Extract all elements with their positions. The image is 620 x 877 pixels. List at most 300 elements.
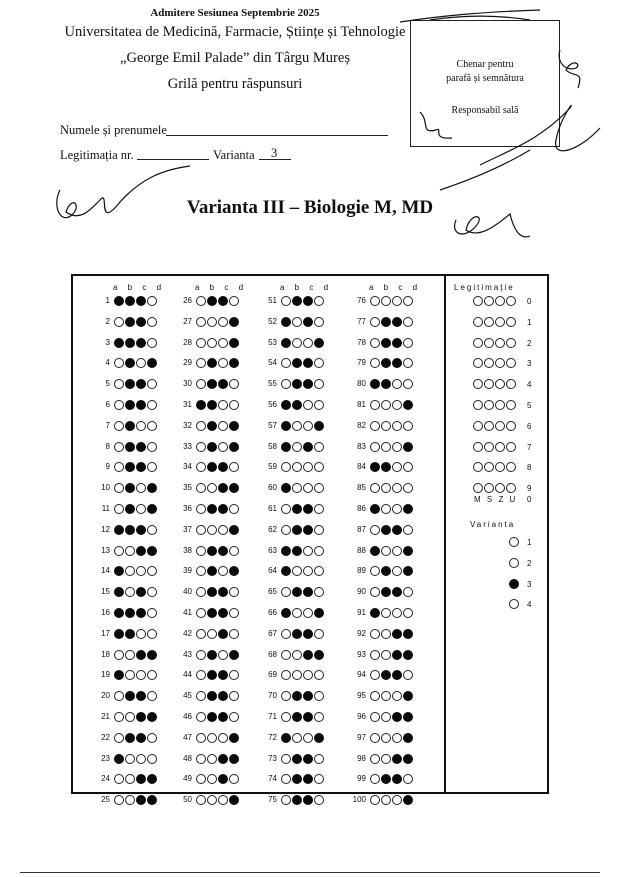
answer-bubble-18-a[interactable] — [114, 650, 124, 660]
answer-bubble-11-a[interactable] — [114, 504, 124, 514]
answer-bubble-52-c[interactable] — [303, 317, 313, 327]
answer-bubble-46-d[interactable] — [229, 712, 239, 722]
answer-bubble-27-b[interactable] — [207, 317, 217, 327]
answer-bubble-66-c[interactable] — [303, 608, 313, 618]
answer-bubble-63-b[interactable] — [292, 546, 302, 556]
answer-bubble-83-d[interactable] — [403, 442, 413, 452]
answer-bubble-87-b[interactable] — [381, 525, 391, 535]
answer-bubble-33-b[interactable] — [207, 442, 217, 452]
answer-bubble-61-a[interactable] — [281, 504, 291, 514]
answer-bubble-56-a[interactable] — [281, 400, 291, 410]
answer-bubble-1-c[interactable] — [136, 296, 146, 306]
question-number: 79 — [357, 358, 366, 368]
answer-bubble-47-d[interactable] — [229, 733, 239, 743]
answer-bubble-32-a[interactable] — [196, 421, 206, 431]
answer-bubble-37-d[interactable] — [229, 525, 239, 535]
answer-bubble-48-d[interactable] — [229, 754, 239, 764]
answer-bubble-78-c[interactable] — [392, 338, 402, 348]
answer-bubble-42-b[interactable] — [207, 629, 217, 639]
answer-bubble-41-c[interactable] — [218, 608, 228, 618]
answer-bubble-76-a[interactable] — [370, 296, 380, 306]
legitimatie-bubble[interactable] — [506, 296, 516, 306]
answer-bubble-82-d[interactable] — [403, 421, 413, 431]
answer-bubble-28-b[interactable] — [207, 338, 217, 348]
answer-bubble-21-b[interactable] — [125, 712, 135, 722]
answer-bubble-41-d[interactable] — [229, 608, 239, 618]
answer-bubble-71-d[interactable] — [314, 712, 324, 722]
answer-bubble-56-b[interactable] — [292, 400, 302, 410]
variant-value: 3 — [271, 146, 278, 160]
answer-bubble-78-d[interactable] — [403, 338, 413, 348]
answer-bubble-66-a[interactable] — [281, 608, 291, 618]
answer-bubble-2-b[interactable] — [125, 317, 135, 327]
answer-bubble-11-b[interactable] — [125, 504, 135, 514]
legitimatie-bubble[interactable] — [506, 338, 516, 348]
answer-bubble-43-c[interactable] — [218, 650, 228, 660]
answer-bubble-13-c[interactable] — [136, 546, 146, 556]
answer-bubble-46-c[interactable] — [218, 712, 228, 722]
answer-bubble-12-a[interactable] — [114, 525, 124, 535]
answer-bubble-87-d[interactable] — [403, 525, 413, 535]
answer-bubble-3-c[interactable] — [136, 338, 146, 348]
answer-bubble-47-c[interactable] — [218, 733, 228, 743]
answer-bubble-37-a[interactable] — [196, 525, 206, 535]
answer-bubble-73-c[interactable] — [303, 754, 313, 764]
answer-bubble-11-c[interactable] — [136, 504, 146, 514]
answer-bubble-42-d[interactable] — [229, 629, 239, 639]
answer-bubble-43-a[interactable] — [196, 650, 206, 660]
answer-bubble-28-d[interactable] — [229, 338, 239, 348]
answer-bubble-71-a[interactable] — [281, 712, 291, 722]
varianta-bubble-3[interactable] — [509, 579, 519, 589]
answer-bubble-98-b[interactable] — [381, 754, 391, 764]
answer-bubble-51-c[interactable] — [303, 296, 313, 306]
answer-bubble-93-a[interactable] — [370, 650, 380, 660]
answer-bubble-57-d[interactable] — [314, 421, 324, 431]
answer-bubble-86-b[interactable] — [381, 504, 391, 514]
answer-bubble-82-a[interactable] — [370, 421, 380, 431]
answer-bubble-3-d[interactable] — [147, 338, 157, 348]
answer-bubble-31-c[interactable] — [218, 400, 228, 410]
answer-bubble-81-d[interactable] — [403, 400, 413, 410]
answer-bubble-86-a[interactable] — [370, 504, 380, 514]
answer-bubble-16-b[interactable] — [125, 608, 135, 618]
answer-bubble-47-a[interactable] — [196, 733, 206, 743]
answer-bubble-31-b[interactable] — [207, 400, 217, 410]
answer-bubble-6-c[interactable] — [136, 400, 146, 410]
answer-bubble-27-a[interactable] — [196, 317, 206, 327]
answer-bubble-13-d[interactable] — [147, 546, 157, 556]
answer-bubble-25-b[interactable] — [125, 795, 135, 805]
answer-bubble-26-c[interactable] — [218, 296, 228, 306]
answer-bubble-38-d[interactable] — [229, 546, 239, 556]
answer-bubble-97-d[interactable] — [403, 733, 413, 743]
answer-bubble-93-d[interactable] — [403, 650, 413, 660]
answer-bubble-97-a[interactable] — [370, 733, 380, 743]
question-number: 10 — [101, 483, 110, 493]
answer-bubble-32-b[interactable] — [207, 421, 217, 431]
answer-bubble-16-a[interactable] — [114, 608, 124, 618]
answer-bubble-93-c[interactable] — [392, 650, 402, 660]
answer-bubble-81-c[interactable] — [392, 400, 402, 410]
answer-bubble-8-a[interactable] — [114, 442, 124, 452]
answer-bubble-93-b[interactable] — [381, 650, 391, 660]
question-number: 59 — [268, 462, 277, 472]
answer-bubble-71-c[interactable] — [303, 712, 313, 722]
answer-bubble-13-a[interactable] — [114, 546, 124, 556]
answer-bubble-50-c[interactable] — [218, 795, 228, 805]
answer-bubble-26-b[interactable] — [207, 296, 217, 306]
answer-bubble-61-d[interactable] — [314, 504, 324, 514]
answer-bubble-36-d[interactable] — [229, 504, 239, 514]
answer-bubble-12-c[interactable] — [136, 525, 146, 535]
legitimatie-bubble[interactable] — [473, 338, 483, 348]
answer-bubble-75-b[interactable] — [292, 795, 302, 805]
answer-bubble-17-b[interactable] — [125, 629, 135, 639]
answer-bubble-92-c[interactable] — [392, 629, 402, 639]
answer-bubble-97-c[interactable] — [392, 733, 402, 743]
answer-bubble-77-c[interactable] — [392, 317, 402, 327]
answer-bubble-91-c[interactable] — [392, 608, 402, 618]
answer-bubble-53-b[interactable] — [292, 338, 302, 348]
question-number: 8 — [105, 441, 110, 451]
answer-bubble-82-b[interactable] — [381, 421, 391, 431]
answer-bubble-62-a[interactable] — [281, 525, 291, 535]
answer-bubble-67-c[interactable] — [303, 629, 313, 639]
answer-bubble-92-d[interactable] — [403, 629, 413, 639]
answer-bubble-73-a[interactable] — [281, 754, 291, 764]
answer-bubble-100-c[interactable] — [392, 795, 402, 805]
answer-bubble-96-b[interactable] — [381, 712, 391, 722]
answer-bubble-53-c[interactable] — [303, 338, 313, 348]
answer-bubble-16-c[interactable] — [136, 608, 146, 618]
answer-bubble-63-d[interactable] — [314, 546, 324, 556]
answer-bubble-41-a[interactable] — [196, 608, 206, 618]
answer-bubble-77-d[interactable] — [403, 317, 413, 327]
answer-bubble-21-a[interactable] — [114, 712, 124, 722]
answer-bubble-42-c[interactable] — [218, 629, 228, 639]
answer-bubble-25-a[interactable] — [114, 795, 124, 805]
answer-bubble-75-d[interactable] — [314, 795, 324, 805]
varianta-bubble-2[interactable] — [509, 558, 519, 568]
answer-bubble-77-b[interactable] — [381, 317, 391, 327]
answer-bubble-48-b[interactable] — [207, 754, 217, 764]
answer-bubble-86-c[interactable] — [392, 504, 402, 514]
answer-bubble-66-b[interactable] — [292, 608, 302, 618]
question-number: 48 — [183, 753, 192, 763]
legitimatie-bubble[interactable] — [495, 400, 505, 410]
legitimatie-bubble[interactable] — [506, 442, 516, 452]
answer-bubble-3-b[interactable] — [125, 338, 135, 348]
answer-bubble-50-a[interactable] — [196, 795, 206, 805]
answer-bubble-91-a[interactable] — [370, 608, 380, 618]
question-number: 92 — [357, 628, 366, 638]
answer-bubble-68-c[interactable] — [303, 650, 313, 660]
answer-bubble-37-b[interactable] — [207, 525, 217, 535]
question-number: 26 — [183, 296, 192, 305]
answer-bubble-87-c[interactable] — [392, 525, 402, 535]
answer-bubble-100-a[interactable] — [370, 795, 380, 805]
answer-bubble-58-b[interactable] — [292, 442, 302, 452]
answer-bubble-62-c[interactable] — [303, 525, 313, 535]
answer-bubble-1-b[interactable] — [125, 296, 135, 306]
answer-bubble-97-b[interactable] — [381, 733, 391, 743]
legitimatie-bubble[interactable] — [484, 338, 494, 348]
answer-bubble-56-c[interactable] — [303, 400, 313, 410]
answer-bubble-23-a[interactable] — [114, 754, 124, 764]
answer-bubble-98-a[interactable] — [370, 754, 380, 764]
answer-bubble-36-a[interactable] — [196, 504, 206, 514]
answer-bubble-18-d[interactable] — [147, 650, 157, 660]
answer-bubble-22-b[interactable] — [125, 733, 135, 743]
answer-bubble-88-d[interactable] — [403, 546, 413, 556]
answer-bubble-86-d[interactable] — [403, 504, 413, 514]
answer-bubble-1-d[interactable] — [147, 296, 157, 306]
answer-bubble-96-c[interactable] — [392, 712, 402, 722]
answer-bubble-58-d[interactable] — [314, 442, 324, 452]
answer-bubble-73-d[interactable] — [314, 754, 324, 764]
answer-bubble-47-b[interactable] — [207, 733, 217, 743]
answer-bubble-33-c[interactable] — [218, 442, 228, 452]
answer-bubble-16-d[interactable] — [147, 608, 157, 618]
legitimatie-bubble[interactable] — [495, 442, 505, 452]
answer-bubble-6-d[interactable] — [147, 400, 157, 410]
answer-bubble-75-c[interactable] — [303, 795, 313, 805]
answer-bubble-27-d[interactable] — [229, 317, 239, 327]
answer-bubble-7-d[interactable] — [147, 421, 157, 431]
answer-bubble-57-b[interactable] — [292, 421, 302, 431]
answer-bubble-61-b[interactable] — [292, 504, 302, 514]
answer-bubble-3-a[interactable] — [114, 338, 124, 348]
answer-bubble-21-d[interactable] — [147, 712, 157, 722]
answer-bubble-12-b[interactable] — [125, 525, 135, 535]
answer-bubble-81-a[interactable] — [370, 400, 380, 410]
answer-bubble-22-a[interactable] — [114, 733, 124, 743]
varianta-bubble-1[interactable] — [509, 537, 519, 547]
answer-bubble-1-a[interactable] — [114, 296, 124, 306]
answer-bubble-17-d[interactable] — [147, 629, 157, 639]
question-number: 27 — [183, 316, 192, 326]
answer-bubble-98-c[interactable] — [392, 754, 402, 764]
answer-bubble-32-d[interactable] — [229, 421, 239, 431]
answer-bubble-41-b[interactable] — [207, 608, 217, 618]
answer-bubble-67-a[interactable] — [281, 629, 291, 639]
legitimatie-bubble[interactable] — [506, 421, 516, 431]
answer-bubble-6-b[interactable] — [125, 400, 135, 410]
answer-bubble-31-a[interactable] — [196, 400, 206, 410]
answer-bubble-72-c[interactable] — [303, 733, 313, 743]
legitimatie-bubble[interactable] — [473, 317, 483, 327]
answer-bubble-83-b[interactable] — [381, 442, 391, 452]
answer-bubble-57-c[interactable] — [303, 421, 313, 431]
answer-bubble-75-a[interactable] — [281, 795, 291, 805]
answer-bubble-37-c[interactable] — [218, 525, 228, 535]
answer-bubble-21-c[interactable] — [136, 712, 146, 722]
answer-bubble-76-b[interactable] — [381, 296, 391, 306]
answer-bubble-33-d[interactable] — [229, 442, 239, 452]
answer-bubble-68-b[interactable] — [292, 650, 302, 660]
answer-bubble-66-d[interactable] — [314, 608, 324, 618]
answer-bubble-96-d[interactable] — [403, 712, 413, 722]
answer-bubble-88-c[interactable] — [392, 546, 402, 556]
answer-bubble-67-b[interactable] — [292, 629, 302, 639]
answer-bubble-8-c[interactable] — [136, 442, 146, 452]
answer-bubble-36-c[interactable] — [218, 504, 228, 514]
answer-bubble-48-c[interactable] — [218, 754, 228, 764]
answer-bubble-62-d[interactable] — [314, 525, 324, 535]
answer-bubble-51-b[interactable] — [292, 296, 302, 306]
question-number: 71 — [268, 712, 277, 721]
answer-bubble-17-c[interactable] — [136, 629, 146, 639]
answer-bubble-67-d[interactable] — [314, 629, 324, 639]
answer-bubble-82-c[interactable] — [392, 421, 402, 431]
answer-bubble-7-a[interactable] — [114, 421, 124, 431]
answer-bubble-48-a[interactable] — [196, 754, 206, 764]
answer-bubble-51-a[interactable] — [281, 296, 291, 306]
answer-bubble-31-d[interactable] — [229, 400, 239, 410]
legitimatie-bubble[interactable] — [484, 421, 494, 431]
answer-bubble-36-b[interactable] — [207, 504, 217, 514]
answer-bubble-25-d[interactable] — [147, 795, 157, 805]
answer-bubble-43-d[interactable] — [229, 650, 239, 660]
answer-bubble-42-a[interactable] — [196, 629, 206, 639]
answer-bubble-7-c[interactable] — [136, 421, 146, 431]
answer-bubble-28-a[interactable] — [196, 338, 206, 348]
answer-bubble-52-b[interactable] — [292, 317, 302, 327]
answer-bubble-91-b[interactable] — [381, 608, 391, 618]
answer-bubble-50-b[interactable] — [207, 795, 217, 805]
answer-bubble-72-d[interactable] — [314, 733, 324, 743]
answer-bubble-32-c[interactable] — [218, 421, 228, 431]
answer-bubble-92-a[interactable] — [370, 629, 380, 639]
answer-bubble-83-a[interactable] — [370, 442, 380, 452]
university-line: Universitatea de Medicină, Farmacie, Științe și Tehnologie — [64, 24, 406, 40]
answer-bubble-22-d[interactable] — [147, 733, 157, 743]
legitimatie-bubble[interactable] — [495, 421, 505, 431]
answer-bubble-23-c[interactable] — [136, 754, 146, 764]
answer-bubble-68-a[interactable] — [281, 650, 291, 660]
answer-bubble-52-d[interactable] — [314, 317, 324, 327]
answer-bubble-52-a[interactable] — [281, 317, 291, 327]
answer-bubble-23-d[interactable] — [147, 754, 157, 764]
question-number: 37 — [183, 524, 192, 534]
answer-bubble-17-a[interactable] — [114, 629, 124, 639]
answer-bubble-46-b[interactable] — [207, 712, 217, 722]
legitimatie-bubble[interactable] — [495, 338, 505, 348]
answer-bubble-25-c[interactable] — [136, 795, 146, 805]
answer-bubble-2-d[interactable] — [147, 317, 157, 327]
answer-bubble-58-a[interactable] — [281, 442, 291, 452]
answer-bubble-26-d[interactable] — [229, 296, 239, 306]
answer-bubble-100-b[interactable] — [381, 795, 391, 805]
answer-bubble-38-a[interactable] — [196, 546, 206, 556]
answer-bubble-6-a[interactable] — [114, 400, 124, 410]
answer-bubble-8-b[interactable] — [125, 442, 135, 452]
question-number: 40 — [183, 587, 192, 597]
legitimatie-bubble[interactable] — [495, 296, 505, 306]
answer-bubble-78-b[interactable] — [381, 338, 391, 348]
answer-bubble-11-d[interactable] — [147, 504, 157, 514]
answer-bubble-77-a[interactable] — [370, 317, 380, 327]
answer-bubble-63-a[interactable] — [281, 546, 291, 556]
answer-bubble-81-b[interactable] — [381, 400, 391, 410]
answer-bubble-22-c[interactable] — [136, 733, 146, 743]
answer-bubble-62-b[interactable] — [292, 525, 302, 535]
answer-bubble-18-b[interactable] — [125, 650, 135, 660]
answer-bubble-7-b[interactable] — [125, 421, 135, 431]
answer-bubble-12-d[interactable] — [147, 525, 157, 535]
answer-bubble-33-a[interactable] — [196, 442, 206, 452]
answer-bubble-73-b[interactable] — [292, 754, 302, 764]
answer-bubble-43-b[interactable] — [207, 650, 217, 660]
legitimatie-bubble[interactable] — [484, 442, 494, 452]
answer-bubble-8-d[interactable] — [147, 442, 157, 452]
answer-bubble-83-c[interactable] — [392, 442, 402, 452]
answer-bubble-63-c[interactable] — [303, 546, 313, 556]
answer-bubble-61-c[interactable] — [303, 504, 313, 514]
answer-bubble-91-d[interactable] — [403, 608, 413, 618]
answer-bubble-100-d[interactable] — [403, 795, 413, 805]
answer-bubble-71-b[interactable] — [292, 712, 302, 722]
answer-bubble-13-b[interactable] — [125, 546, 135, 556]
legitimatie-bubble[interactable] — [473, 400, 483, 410]
answer-bubble-50-d[interactable] — [229, 795, 239, 805]
legitimatie-bubble[interactable] — [506, 317, 516, 327]
legitimatie-bubble[interactable] — [506, 400, 516, 410]
answer-bubble-53-a[interactable] — [281, 338, 291, 348]
answer-bubble-38-b[interactable] — [207, 546, 217, 556]
question-number: 47 — [183, 732, 192, 742]
answer-bubble-46-a[interactable] — [196, 712, 206, 722]
answer-bubble-26-a[interactable] — [196, 296, 206, 306]
answer-bubble-76-c[interactable] — [392, 296, 402, 306]
answer-bubble-27-c[interactable] — [218, 317, 228, 327]
answer-bubble-18-c[interactable] — [136, 650, 146, 660]
answer-bubble-2-a[interactable] — [114, 317, 124, 327]
legitimatie-bubble[interactable] — [473, 421, 483, 431]
answer-bubble-92-b[interactable] — [381, 629, 391, 639]
answer-bubble-56-d[interactable] — [314, 400, 324, 410]
question-number: 70 — [268, 691, 277, 701]
answer-bubble-88-a[interactable] — [370, 546, 380, 556]
answer-bubble-57-a[interactable] — [281, 421, 291, 431]
answer-bubble-68-d[interactable] — [314, 650, 324, 660]
question-number: 65 — [268, 587, 277, 597]
legitimatie-bubble[interactable] — [484, 400, 494, 410]
legitimatie-bubble[interactable] — [495, 317, 505, 327]
page-bottom-rule — [20, 872, 600, 873]
answer-bubble-38-c[interactable] — [218, 546, 228, 556]
answer-bubble-72-b[interactable] — [292, 733, 302, 743]
answer-bubble-98-d[interactable] — [403, 754, 413, 764]
legitimatie-bubble[interactable] — [484, 317, 494, 327]
answer-bubble-2-c[interactable] — [136, 317, 146, 327]
answer-bubble-23-b[interactable] — [125, 754, 135, 764]
legitimatie-bubble[interactable] — [473, 296, 483, 306]
answer-bubble-76-d[interactable] — [403, 296, 413, 306]
answer-bubble-78-a[interactable] — [370, 338, 380, 348]
answer-bubble-53-d[interactable] — [314, 338, 324, 348]
legitimatie-bubble[interactable] — [473, 442, 483, 452]
answer-bubble-58-c[interactable] — [303, 442, 313, 452]
answer-bubble-72-a[interactable] — [281, 733, 291, 743]
answer-bubble-51-d[interactable] — [314, 296, 324, 306]
answer-bubble-96-a[interactable] — [370, 712, 380, 722]
answer-bubble-87-a[interactable] — [370, 525, 380, 535]
answer-bubble-28-c[interactable] — [218, 338, 228, 348]
legitimatie-bubble[interactable] — [484, 296, 494, 306]
answer-bubble-88-b[interactable] — [381, 546, 391, 556]
